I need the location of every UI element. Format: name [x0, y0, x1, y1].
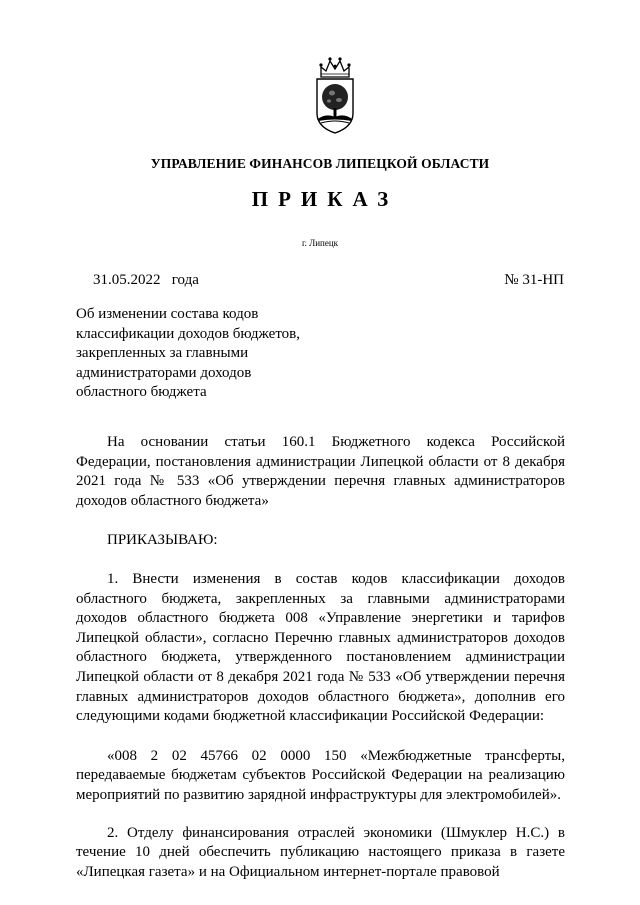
- legal-basis-paragraph: На основании статьи 160.1 Бюджетного кодекса Российской Федерации, постановления администрации Липецкой области от 8 декабря 2021 года № 533 «Об утверждении перечня главных администраторов доходов областного бюджета»: [76, 434, 565, 509]
- order-directive-word: ПРИКАЗЫВАЮ:: [107, 532, 218, 549]
- subject-line: классификации доходов бюджетов,: [76, 325, 301, 342]
- subject-line: закрепленных за главными: [76, 345, 249, 361]
- document-type-title: ПРИКАЗ: [251, 187, 399, 211]
- lipetsk-oblast-coat-of-arms-icon: [312, 55, 358, 135]
- order-item-1: 1. Внести изменения в состав кодов классификации доходов областного бюджета, закрепленных за главными администраторами доходов областного бюджета 008 «Управление энергетики и тарифов Липецкой области», согласно Перечню главных администраторов доходов областного бюджета, утвержденного постановлением администрации Липецкой области от 8 декабря 2021 года № 533 «Об утверждении перечня главных администраторов доходов областного бюджета», дополнив его следующими кодами бюджетной классификации Российской Федерации:: [76, 570, 565, 725]
- subject-line: областного бюджета: [76, 384, 207, 400]
- order-subject: [76, 305, 336, 403]
- order-item-2: 2. Отделу финансирования отраслей экономики (Шмуклер Н.С.) в течение 10 дней обеспечить публикацию настоящего приказа в газете «Липецкая газета» и на Официальном интернет-портале правовой: [76, 824, 565, 880]
- order-date: 31.05.2022 года: [93, 272, 199, 288]
- order-body: [76, 433, 565, 902]
- budget-code-entry: «008 2 02 45766 02 0000 150 «Межбюджетные трансферты, передаваемые бюджетам субъектов Российской Федерации на реализацию мероприятий по развитию зарядной инфраструктуры для электромобилей».: [76, 747, 565, 803]
- organization-name: УПРАВЛЕНИЕ ФИНАНСОВ ЛИПЕЦКОЙ ОБЛАСТИ: [150, 156, 490, 171]
- subject-line: Об изменении состава кодов: [76, 306, 259, 322]
- issue-city: г. Липецк: [301, 238, 339, 248]
- order-number: № 31-НП: [504, 272, 564, 288]
- subject-line: администраторами доходов: [76, 364, 252, 381]
